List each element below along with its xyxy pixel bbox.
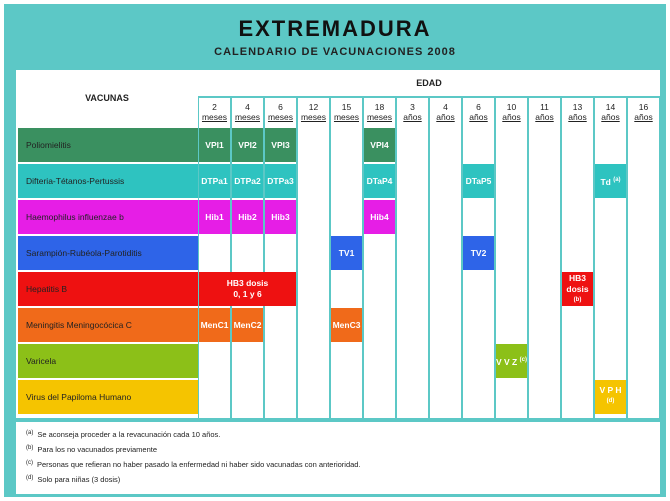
vacunas-header: VACUNAS (16, 70, 198, 126)
dose-cell (199, 164, 230, 198)
age-column (298, 98, 329, 418)
age-number: 16 (638, 102, 649, 112)
age-header (232, 98, 263, 126)
age-column (397, 98, 428, 418)
dose-cell (463, 236, 494, 270)
age-number: 6 (476, 102, 481, 112)
edad-header: EDAD (198, 70, 660, 96)
dose-cell (364, 164, 395, 198)
dose-cell (595, 164, 626, 198)
dose-cell (232, 200, 263, 234)
footnote (26, 445, 157, 454)
dose-label-line2: 0, 1 y 6 (233, 289, 262, 299)
age-number: 18 (374, 102, 385, 112)
dose-label: Hib3 (271, 211, 290, 222)
age-number: 11 (540, 102, 549, 112)
footnote (26, 475, 120, 484)
age-header (298, 98, 329, 126)
age-grid (198, 70, 660, 418)
age-unit: meses (267, 112, 294, 122)
age-header (331, 98, 362, 126)
dose-cell (364, 200, 395, 234)
dose-label: VPI1 (205, 139, 224, 150)
age-header (496, 98, 527, 126)
dose-label: DTPa3 (267, 175, 294, 186)
vaccine-label: Varicela (18, 344, 198, 378)
dose-cell (496, 344, 527, 378)
age-number: 10 (506, 102, 517, 112)
dose-label: V P H $^{(d)}$ (599, 385, 622, 405)
footnote-text: Solo para niñas (3 dosis) (37, 475, 121, 484)
age-header (430, 98, 461, 126)
footnote-marker: (a) (26, 430, 34, 436)
dose-label: DTPa2 (234, 175, 261, 186)
age-unit: meses (366, 112, 393, 122)
dose-label: DTaP4 (366, 175, 393, 186)
footnote-mark: (b) (573, 296, 582, 303)
age-column (529, 98, 560, 418)
age-number: 6 (278, 102, 283, 112)
age-header (199, 98, 230, 126)
vaccine-label: Difteria-Tétanos-Pertussis (18, 164, 198, 198)
dose-cell (463, 164, 494, 198)
footnote (26, 460, 361, 469)
footnote (26, 430, 220, 439)
dose-cell (232, 164, 263, 198)
calendar-frame (4, 4, 666, 497)
footnote-mark: (d) (606, 398, 615, 405)
dose-cell (232, 128, 263, 162)
age-unit: años (502, 112, 521, 122)
dose-cell (199, 128, 230, 162)
dose-cell (595, 380, 626, 414)
dose-label: TV1 (338, 247, 355, 258)
footnote-marker: (d) (26, 475, 34, 481)
footnote-mark: (c) (519, 356, 527, 363)
age-unit: meses (201, 112, 228, 122)
dose-cell (331, 308, 362, 342)
footnote-marker: (c) (26, 460, 33, 466)
vaccine-label: Meningitis Meningocócica C (18, 308, 198, 342)
footnote-text: Para los no vacunados previamente (37, 445, 157, 454)
vaccine-label: Poliomielitis (18, 128, 198, 162)
age-header (562, 98, 593, 126)
dose-cell (265, 128, 296, 162)
footnotes (16, 422, 660, 494)
age-number: 2 (212, 102, 217, 112)
dose-cell (265, 200, 296, 234)
age-header (397, 98, 428, 126)
dose-label: MenC3 (332, 319, 361, 330)
age-header (595, 98, 626, 126)
dose-cell (199, 200, 230, 234)
age-unit: meses (333, 112, 360, 122)
age-unit: años (535, 112, 554, 122)
age-column (628, 98, 659, 418)
dose-label: TV2 (470, 247, 487, 258)
vaccine-label: Hepatitis B (18, 272, 198, 306)
dose-cell (199, 308, 230, 342)
vaccine-label: Virus del Papiloma Humano (18, 380, 198, 414)
age-unit: años (634, 112, 653, 122)
footnote-marker: (b) (26, 445, 34, 451)
age-unit: años (601, 112, 620, 122)
vaccine-label: Sarampión-Rubéola-Parotiditis (18, 236, 198, 270)
dose-cell (199, 272, 296, 306)
dose-label: Hib4 (370, 211, 389, 222)
dose-label: MenC1 (200, 319, 229, 330)
age-column (562, 98, 593, 418)
dose-label-line2: dosis (566, 283, 589, 294)
dose-cell (562, 272, 593, 306)
age-unit: años (469, 112, 488, 122)
dose-label: HB3 dosis (226, 278, 269, 288)
dose-label: HB3 (568, 272, 586, 283)
age-number: 15 (341, 102, 352, 112)
footnote-text: Se aconseja proceder a la revacunación cada 10 años. (37, 430, 221, 439)
dose-cell (364, 128, 395, 162)
age-unit: meses (234, 112, 261, 122)
age-header (364, 98, 395, 126)
dose-label: DTaP5 (465, 175, 492, 186)
age-column (430, 98, 461, 418)
age-number: 13 (572, 102, 583, 112)
dose-label: VPI2 (238, 139, 257, 150)
dose-label: VPI4 (370, 139, 389, 150)
vaccine-label: Haemophilus influenzae b (18, 200, 198, 234)
age-header (265, 98, 296, 126)
age-unit: años (436, 112, 455, 122)
age-unit: meses (300, 112, 327, 122)
schedule-table (16, 70, 660, 418)
dose-cell (232, 308, 263, 342)
dose-cell (265, 164, 296, 198)
dose-label: VPI3 (271, 139, 290, 150)
dose-label: Hib2 (238, 211, 257, 222)
dose-label: DTPa1 (201, 175, 228, 186)
age-unit: años (568, 112, 587, 122)
age-number: 3 (410, 102, 415, 112)
age-number: 12 (308, 102, 319, 112)
age-header (529, 98, 560, 126)
dose-label: V V Z $^{(c)}$ (496, 356, 527, 367)
age-header (463, 98, 494, 126)
dose-label: Td $^{(a)}$ (600, 176, 621, 187)
age-number: 4 (245, 102, 250, 112)
age-header (628, 98, 659, 126)
age-number: 14 (605, 102, 616, 112)
page-subtitle: CALENDARIO DE VACUNACIONES 2008 (214, 46, 456, 58)
age-unit: años (403, 112, 422, 122)
age-column (595, 98, 626, 418)
dose-label: MenC2 (233, 319, 262, 330)
dose-cell (331, 236, 362, 270)
age-number: 4 (443, 102, 448, 112)
dose-label: Hib1 (205, 211, 224, 222)
footnote-mark: (a) (613, 176, 621, 183)
footnote-text: Personas que refieran no haber pasado la enfermedad ni haber sido vacunadas con anterioridad. (37, 460, 361, 469)
page-title: EXTREMADURA (238, 16, 432, 41)
